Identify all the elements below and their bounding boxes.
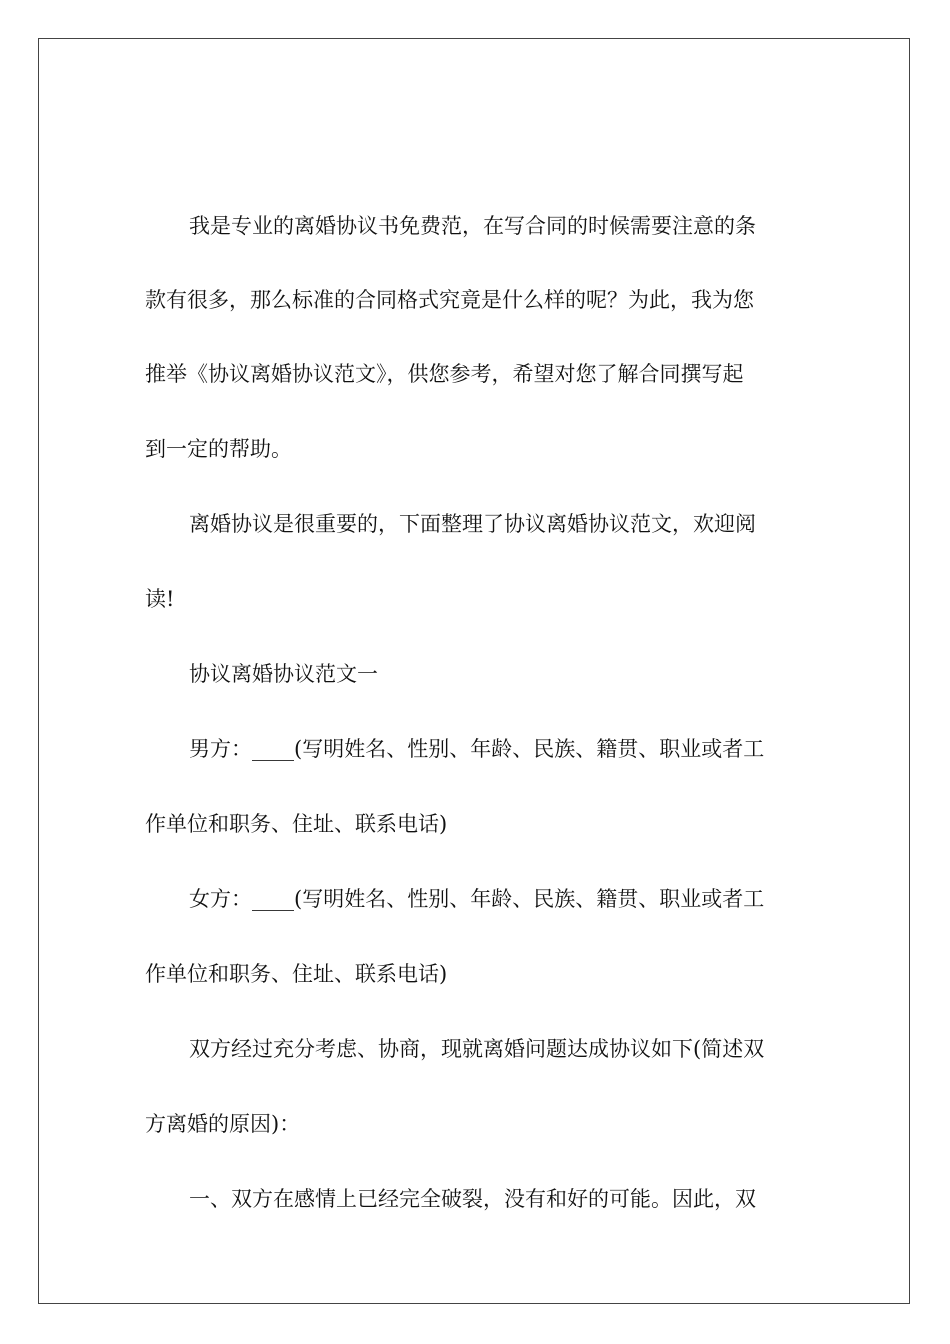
paragraph-2-line-1: 离婚协议是很重要的，下面整理了协议离婚协议范文，欢迎阅 xyxy=(189,512,756,536)
paragraph-1-line-2: 款有很多，那么标准的合同格式究竟是什么样的呢？为此，我为您 xyxy=(145,288,754,312)
section-heading: 协议离婚协议范文一 xyxy=(189,662,378,686)
paragraph-1-line-1: 我是专业的离婚协议书免费范，在写合同的时候需要注意的条 xyxy=(189,214,756,238)
agreement-intro-line-1: 双方经过充分考虑、协商，现就离婚问题达成协议如下(简述双 xyxy=(189,1037,765,1061)
female-party-line-2: 作单位和职务、住址、联系电话) xyxy=(145,962,448,986)
clause-1-line-1: 一、双方在感情上已经完全破裂，没有和好的可能。因此，双 xyxy=(189,1187,756,1211)
male-party-line-2: 作单位和职务、住址、联系电话) xyxy=(145,812,448,836)
male-party-line-1: 男方：____(写明姓名、性别、年龄、民族、籍贯、职业或者工 xyxy=(189,737,765,761)
paragraph-1-line-3: 推举《协议离婚协议范文》，供您参考，希望对您了解合同撰写起 xyxy=(145,362,744,386)
paragraph-2-line-2: 读! xyxy=(145,587,175,611)
paragraph-1-line-4: 到一定的帮助。 xyxy=(145,437,292,461)
agreement-intro-line-2: 方离婚的原因)： xyxy=(145,1112,301,1136)
female-party-line-1: 女方：____(写明姓名、性别、年龄、民族、籍贯、职业或者工 xyxy=(189,887,765,911)
